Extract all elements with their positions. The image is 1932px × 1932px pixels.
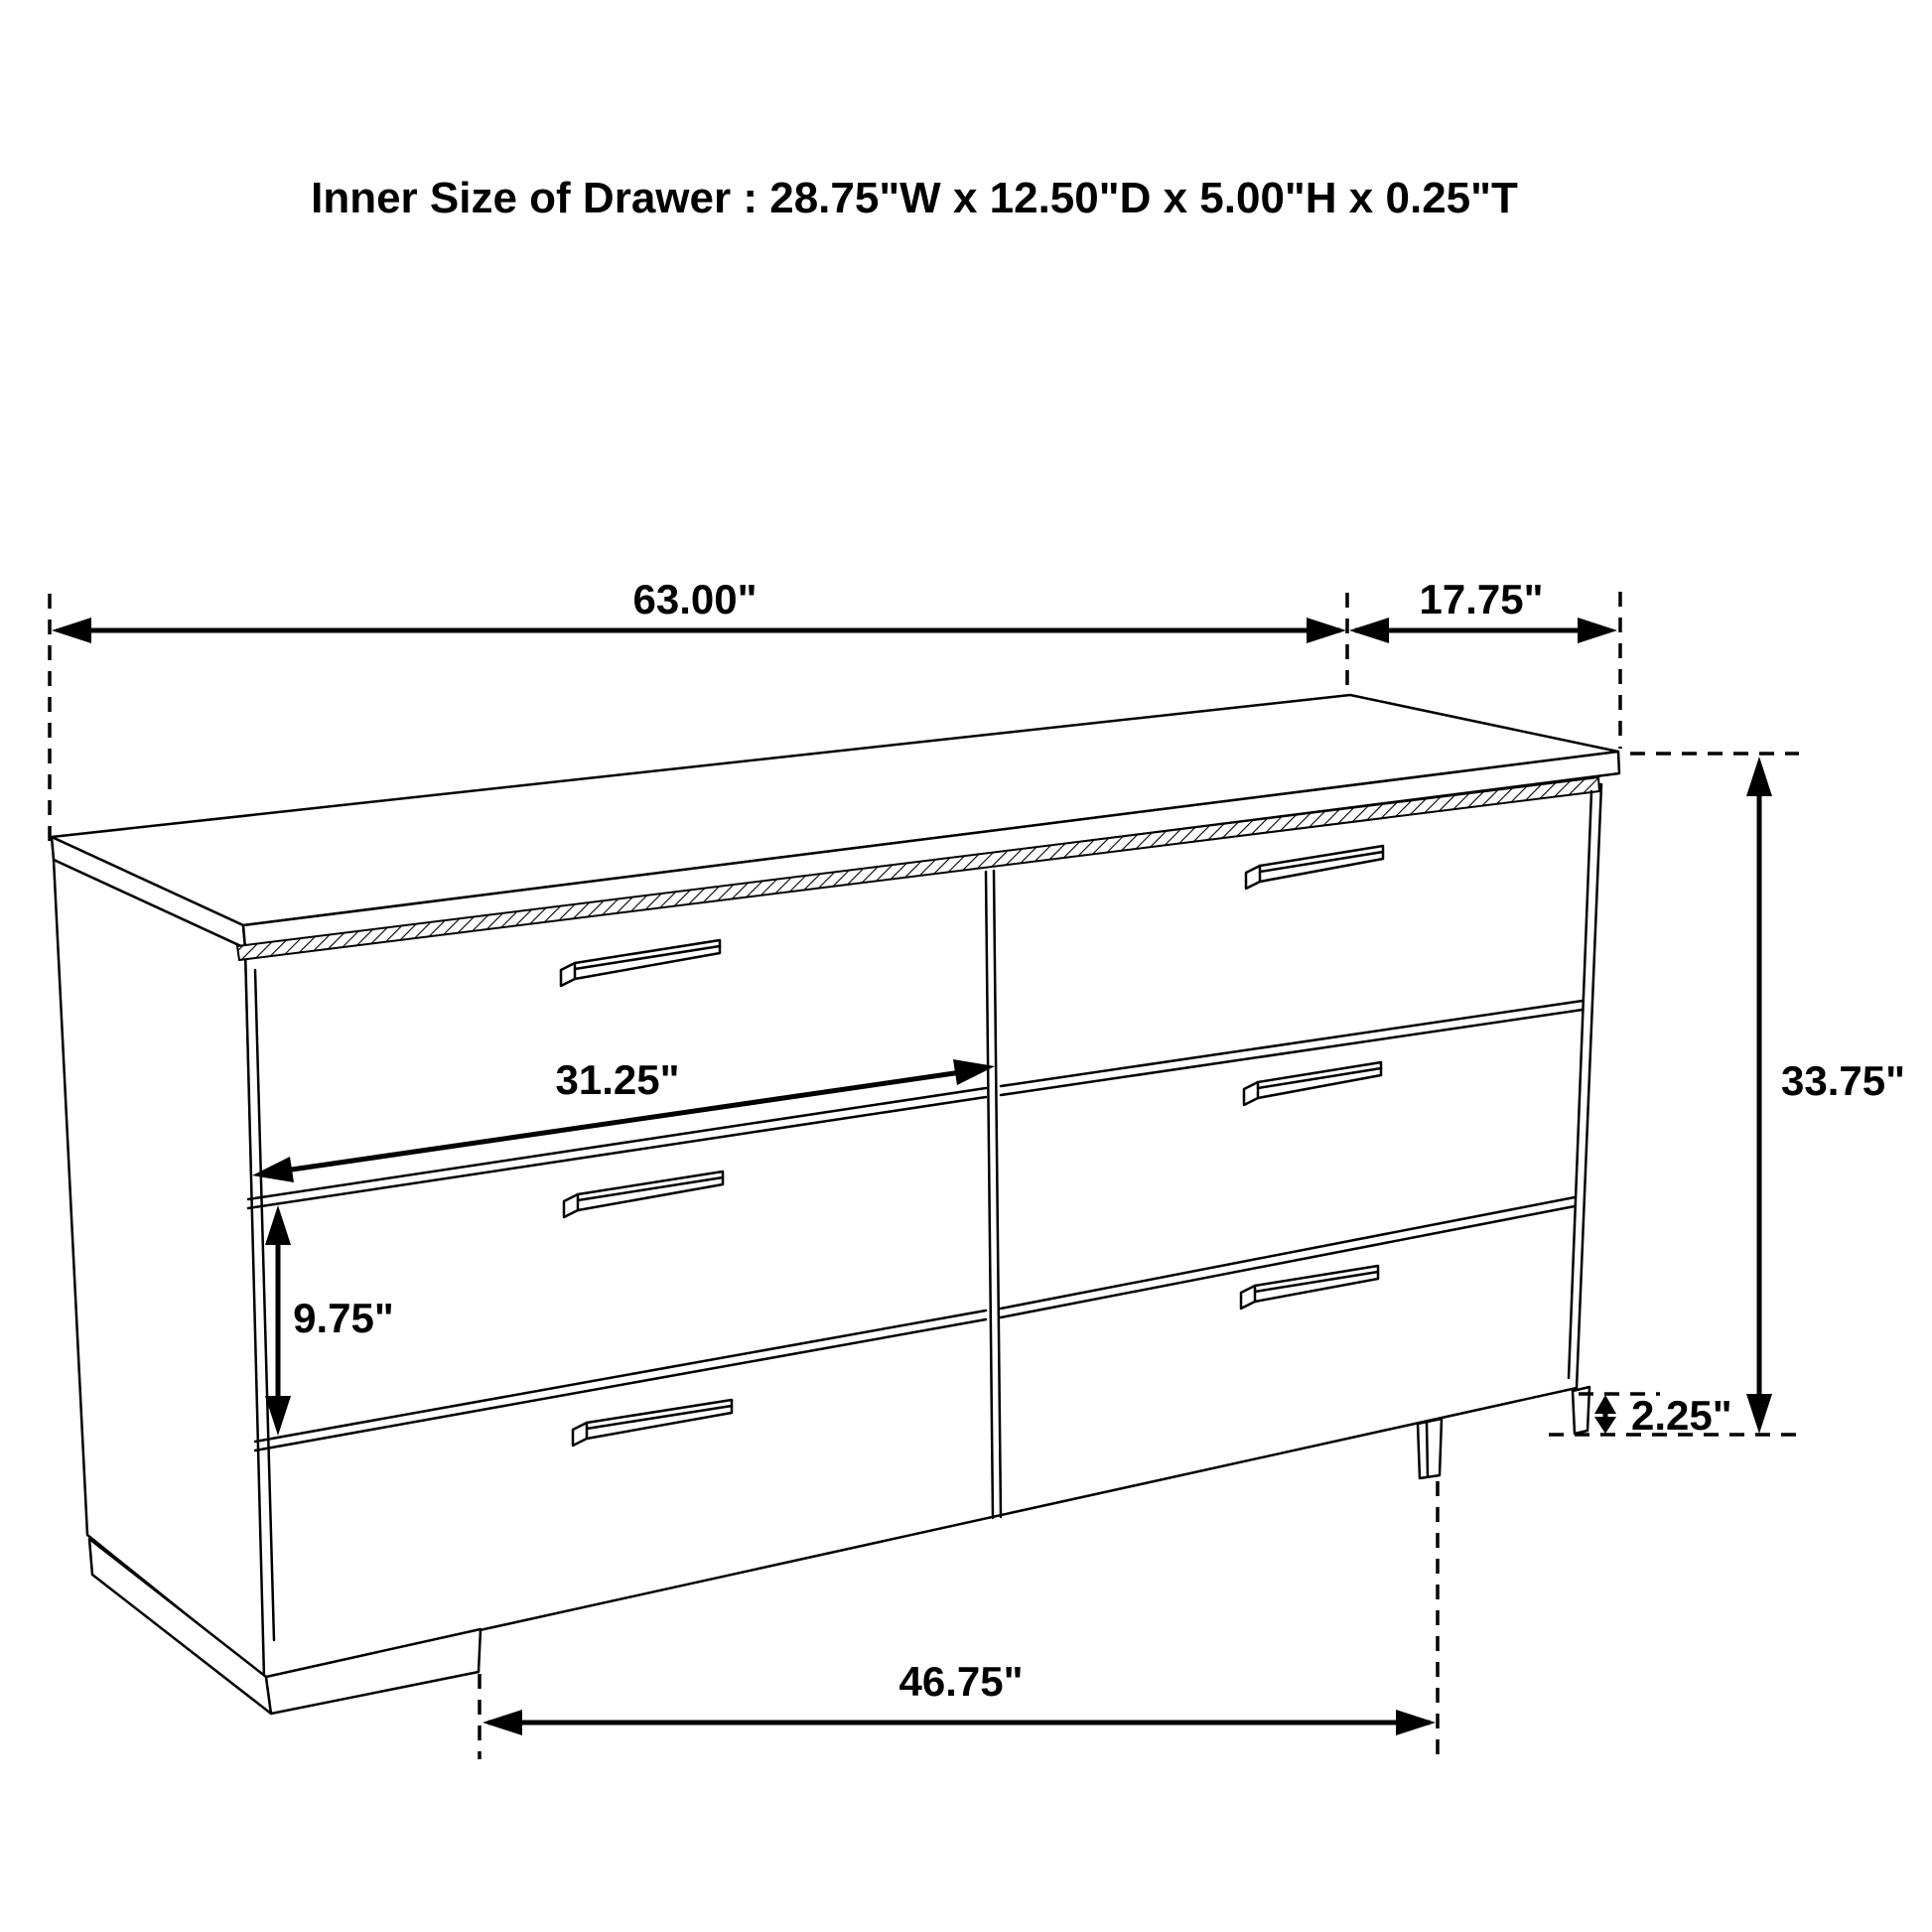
dresser-outline	[52, 695, 1619, 1714]
dim-height-label: 33.75"	[1781, 1057, 1906, 1104]
dim-leg-height-label: 2.25"	[1631, 1392, 1732, 1439]
dim-base-width-label: 46.75"	[898, 1658, 1024, 1705]
diagram-title: Inner Size of Drawer : 28.75"W x 12.50"D x 5.00"H x 0.25"T	[311, 174, 1518, 222]
dim-height	[1549, 754, 1905, 1435]
center-right-leg	[1418, 1419, 1442, 1478]
dim-top-width-label: 63.00"	[632, 576, 758, 622]
side-panel	[54, 860, 265, 1678]
dim-drawer-front-height-label: 9.75"	[293, 1295, 394, 1341]
dim-drawer-width-label: 31.25"	[555, 1056, 680, 1103]
dim-leg-height	[1579, 1392, 1732, 1439]
dim-top-depth-label: 17.75"	[1419, 576, 1544, 622]
